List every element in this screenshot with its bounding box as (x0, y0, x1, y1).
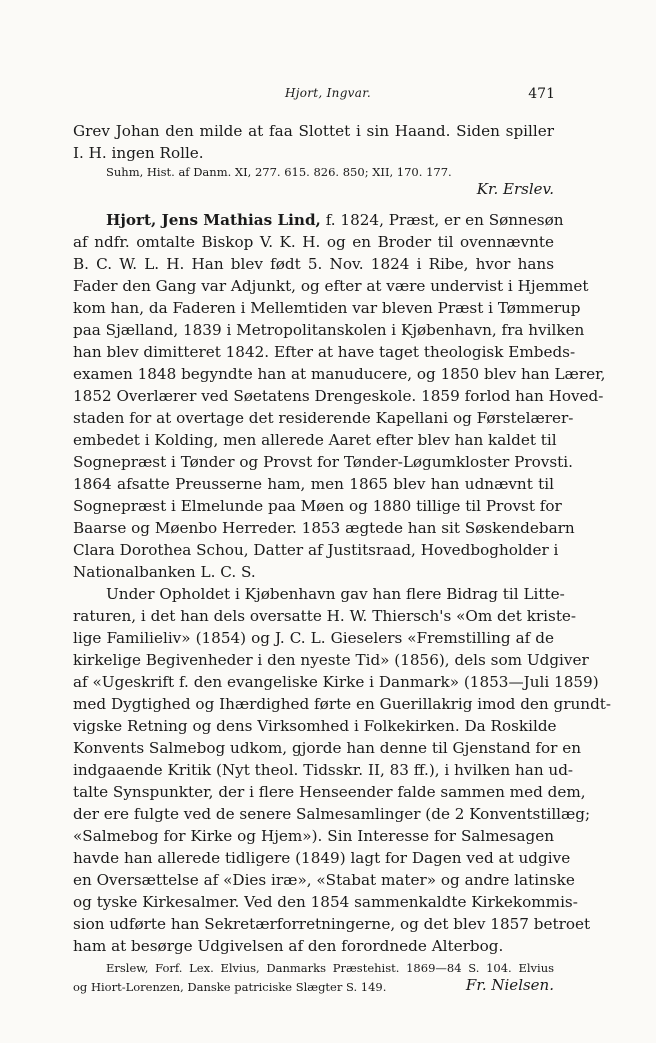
entry-line: og tyske Kirkesalmer. Ved den 1854 sammenkaldte Kirkekommis- (73, 893, 578, 911)
entry-line: Clara Dorothea Schou, Datter af Justitsraad, Hovedbogholder i (73, 541, 559, 559)
entry-line: B. C. W. L. H. Han blev født 5. Nov. 1824 i Ribe, hvor hans (73, 255, 554, 273)
entry-line: Fader den Gang var Adjunkt, og efter at være undervist i Hjemmet (73, 277, 589, 295)
prev-entry-author: Kr. Erslev. (476, 180, 554, 198)
entry-line: af ndfr. omtalte Biskop V. K. H. og en Broder til ovennævnte (73, 233, 554, 251)
entry-line: af «Ugeskrift f. den evangeliske Kirke i Danmark» (1853—Juli 1859) (73, 673, 599, 691)
entry-source-line: og Hiort-Lorenzen, Danske patriciske Slægter S. 149. (73, 980, 387, 994)
entry-line: kirkelige Begivenheder i den nyeste Tid» (1856), dels som Udgiver (73, 651, 589, 669)
entry-line: raturen, i det han dels oversatte H. W. Thiersch's «Om det kriste- (73, 607, 577, 625)
entry-line: 1852 Overlærer ved Søetatens Drengeskole. 1859 forlod han Hoved- (73, 387, 604, 405)
running-header: Hjort, Ingvar. (284, 86, 372, 100)
entry-author: Fr. Nielsen. (465, 976, 554, 994)
entry-line: kom han, da Faderen i Mellemtiden var bleven Præst i Tømmerup (73, 299, 581, 317)
entry-intro: f. 1824, Præst, er en Sønnesøn (325, 211, 564, 229)
entry-line: der ere fulgte ved de senere Salmesamlinger (de 2 Konventstillæg; (73, 805, 591, 823)
entry-line: han blev dimitteret 1842. Efter at have taget theologisk Embeds- (73, 343, 576, 361)
entry-first-line (106, 209, 564, 231)
entry-line: havde han allerede tidligere (1849) lagt for Dagen ved at udgive (73, 849, 571, 867)
entry-line: paa Sjælland, 1839 i Metropolitanskolen i Kjøbenhavn, fra hvilken (73, 321, 585, 339)
entry-line: Konvents Salmebog udkom, gjorde han denne til Gjenstand for en (73, 739, 582, 757)
prev-entry-line: I. H. ingen Rolle. (73, 144, 204, 162)
entry-line: ham at besørge Udgivelsen af den forordnede Alterbog. (73, 937, 504, 955)
entry-para2-first-line: Under Opholdet i Kjøbenhavn gav han flere Bidrag til Litte- (106, 585, 565, 603)
entry-line: Nationalbanken L. C. S. (73, 563, 256, 581)
entry-line: med Dygtighed og Ihærdighed førte en Guerillakrig imod den grundt- (73, 695, 612, 713)
entry-line: Sognepræst i Tønder og Provst for Tønder-Løgumkloster Provsti. (73, 453, 573, 471)
entry-line: embedet i Kolding, men allerede Aaret efter blev han kaldet til (73, 431, 557, 449)
entry-line: Sognepræst i Elmelunde paa Møen og 1880 tillige til Provst for (73, 497, 562, 515)
entry-line: staden for at overtage det residerende Kapellani og Førstelærer- (73, 409, 574, 427)
entry-source-line: Erslew, Forf. Lex. Elvius, Danmarks Præstehist. 1869—84 S. 104. Elvius (106, 961, 554, 975)
page-number: 471 (528, 86, 555, 102)
entry-line: indgaaende Kritik (Nyt theol. Tidsskr. II, 83 ff.), i hvilken han ud- (73, 761, 574, 779)
entry-line: vigske Retning og dens Virksomhed i Folkekirken. Da Roskilde (73, 717, 557, 735)
entry-line: lige Familieliv» (1854) og J. C. L. Gieselers «Fremstilling af de (73, 629, 554, 647)
prev-entry-source: Suhm, Hist. af Danm. XI, 277. 615. 826. 850; XII, 170. 177. (106, 165, 452, 179)
entry-line: talte Synspunkter, der i flere Henseender falde sammen med dem, (73, 783, 586, 801)
entry-line: sion udførte han Sekretærforretningerne, og det blev 1857 betroet (73, 915, 591, 933)
entry-line: Baarse og Møenbo Herreder. 1853 ægtede han sit Søskendebarn (73, 519, 575, 537)
entry-line: «Salmebog for Kirke og Hjem»). Sin Interesse for Salmesagen (73, 827, 554, 845)
entry-line: 1864 afsatte Preusserne ham, men 1865 blev han udnævnt til (73, 475, 554, 493)
prev-entry-line: Grev Johan den milde at faa Slottet i sin Haand. Siden spiller (73, 122, 554, 140)
entry-line: en Oversættelse af «Dies iræ», «Stabat mater» og andre latinske (73, 871, 575, 889)
entry-line: examen 1848 begyndte han at manuducere, og 1850 blev han Lærer, (73, 365, 606, 383)
entry-name: Hjort, Jens Mathias Lind, (106, 211, 321, 229)
